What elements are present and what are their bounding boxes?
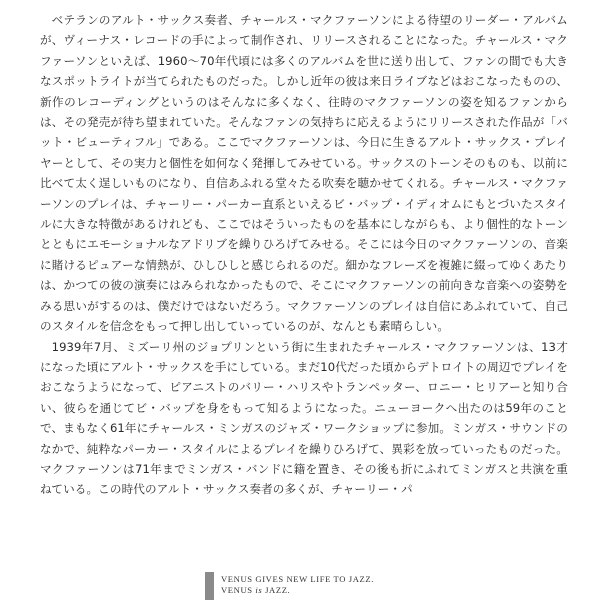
footer-line-2-prefix: VENUS (221, 585, 256, 595)
paragraph-2: 1939年7月、ミズーリ州のジョプリンという街に生まれたチャールス・マクファーソンは、13才になった頃にアルト・サックスを手にしている。まだ10代だった頃からデトロイトの周辺でプレイをおこなうようになって、ピアニストのバリー・ハリスやトランペッター、ロニー・ヒリアーと知り合い、彼らを通じてビ・バップを身をもって知るようになった。ニューヨークへ出たのは59年のことで、まもなく61年にチャールス・ミンガスのジャズ・ワークショップに参加。ミンガス・サウンドのなかで、純粋なパーカー・スタイルによるプレイを繰りひろげて、異彩を放っていったものだった。マクファーソンは71年までミンガス・バンドに籍を置き、その後も折にふれてミンガスと共演を重ねている。この時代のアルト・サックス奏者の多くが、チャーリー・パ (40, 339, 568, 497)
footer-line-1: VENUS GIVES NEW LIFE TO JAZZ. (221, 574, 374, 584)
paragraph-1: ベテランのアルト・サックス奏者、チャールス・マクファーソンによる待望のリーダー・アルバムが、ヴィーナス・レコードの手によって制作され、リリースされることになった。チャールス・マクファーソンといえば、1960〜70年代頃には多くのアルバムを世に送り出して、ファンの間でも大きなスポットライトが当てられたものだった。しかし近年の彼は来日ライブなどはおこなったものの、新作のレコーディングというのはそんなに多くなく、往時のマクファーソンの姿を知るファンからは、その発売が待ち望まれていた。そんなファンの気持ちに応えるようにリリースされた作品が「バット・ビューティフル」である。ここでマクファーソンは、今日に生きるアルト・サックス・プレイヤーとして、その実力と個性を如何なく発揮してみせている。サックスのトーンそのものも、以前に比べて太く逞しいものになり、自信あふれる堂々たる吹奏を聴かせてくれる。チャールス・マクファーソンのプレイは、チャーリー・パーカー直系といえるビ・バップ・イディオムにもとづいたスタイルに大きな特徴があるけれども、ここではそういったものを基本にしながらも、より個性的なトーンとともにエモーショナルなアドリブを繰りひろげてみせる。そこには今日のマクファーソンの、音楽に賭けるピュアーな情熱が、ひしひしと感じられるのだ。細かなフレーズを複雑に綴ってゆくあたりは、かつての彼の演奏にはみられなかったもので、そこにマクファーソンの前向きな音楽への姿勢をみる思いがするのは、僕だけではないだろう。マクファーソンのプレイは自信にあふれていて、自己のスタイルを信念をもって押し出していっているのが、なんとも素晴らしい。 (40, 13, 568, 334)
footer-slogan (221, 572, 374, 596)
footer-line-2-italic: is (255, 585, 263, 595)
footer-line-2-suffix: JAZZ. (262, 585, 291, 595)
footer-accent-bar (205, 572, 214, 600)
footer-line-2 (221, 585, 374, 596)
liner-notes-body (40, 10, 568, 550)
venus-footer-logo (205, 572, 374, 600)
